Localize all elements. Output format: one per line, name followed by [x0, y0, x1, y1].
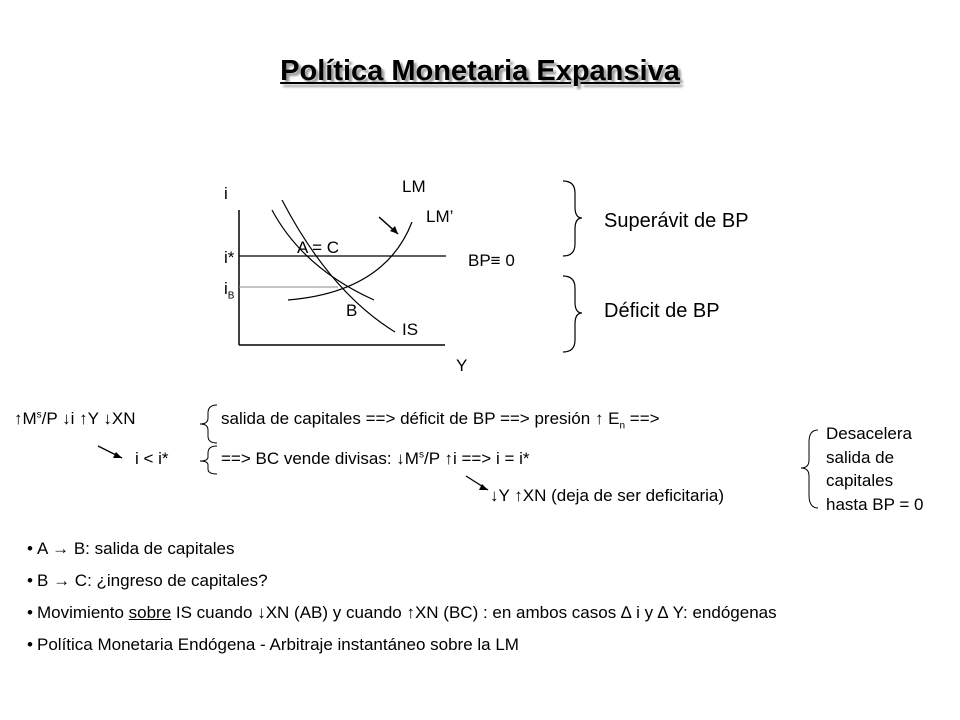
point-b-label: B	[346, 301, 358, 320]
text-run: s	[418, 449, 424, 461]
chain-row1-left	[14, 409, 136, 429]
symbol-glyph: ↓	[490, 486, 499, 505]
brace-side-note	[801, 430, 818, 508]
bullet-dot: •	[27, 603, 33, 622]
brace-chain-2	[200, 446, 217, 474]
symbol-glyph: ↑	[594, 409, 604, 428]
text-run: XN	[111, 409, 136, 428]
side-note-line: salida de	[826, 447, 895, 467]
side-note-line: Desacelera	[826, 424, 912, 443]
text-run: M	[404, 449, 419, 468]
chain-row1-right	[221, 409, 660, 431]
chain-row2-right	[221, 449, 530, 469]
bullet-dot: •	[27, 571, 33, 590]
symbol-glyph: ↑	[444, 449, 453, 468]
symbol-glyph: →	[53, 571, 71, 590]
lm-prime-label: LM’	[426, 207, 454, 226]
point-ac-label: A = C	[297, 238, 340, 257]
text-run: i	[70, 409, 80, 428]
bullet-dot: •	[27, 635, 33, 654]
text-run: i ==> i = i*	[452, 449, 530, 468]
bullet-item	[27, 601, 897, 624]
text-run: Y	[498, 486, 515, 505]
text-run: /P	[423, 449, 445, 468]
side-note	[826, 422, 924, 516]
lm-label: LM	[402, 177, 426, 196]
text-run: IS cuando	[171, 603, 258, 622]
text-run: XN (AB) y cuando	[265, 603, 407, 622]
bullet-list	[27, 537, 897, 665]
bullet-text	[37, 537, 235, 560]
bullet-text	[37, 633, 519, 656]
text-run: Movimiento	[37, 603, 129, 622]
bp-label: BP≡ 0	[468, 251, 515, 270]
symbol-glyph: ↓	[103, 409, 112, 428]
symbol-glyph: ↑	[406, 603, 415, 622]
text-run: Y: endógenas	[668, 603, 777, 622]
symbol-glyph: ↓	[396, 449, 405, 468]
side-note-line: capitales	[826, 471, 894, 490]
symbol-glyph: ↓	[257, 603, 266, 622]
tick-istar-label: i*	[224, 248, 235, 267]
is-label: IS	[402, 320, 419, 339]
text-run: E	[603, 409, 620, 428]
text-run: B: salida de capitales	[69, 539, 235, 558]
tick-ib-label	[224, 279, 234, 301]
text-run: C: ¿ingreso de capitales?	[70, 571, 268, 590]
bullet-item	[27, 633, 897, 656]
symbol-glyph: ↑	[514, 486, 523, 505]
symbol-glyph: →	[52, 539, 70, 558]
brace-chain-1	[200, 405, 217, 443]
text-run: /P	[41, 409, 63, 428]
bullet-text	[37, 569, 268, 592]
text-run: salida de capitales ==> déficit de BP ==> presión	[221, 409, 595, 428]
chain-row3	[490, 486, 724, 506]
chain-arrow-1-head	[113, 452, 122, 458]
bullet-item	[27, 537, 897, 560]
tick-ib-main: i	[224, 279, 228, 298]
text-run: n	[619, 420, 626, 432]
text-run: Y	[87, 409, 104, 428]
symbol-glyph: ∆	[657, 603, 669, 622]
text-run: i y	[631, 603, 658, 622]
text-run: M	[22, 409, 37, 428]
bullet-item	[27, 569, 897, 592]
chain-row2-left	[135, 449, 169, 469]
text-run: XN (deja de ser deficitaria)	[522, 486, 725, 505]
deficit-label: Déficit de BP	[604, 300, 720, 322]
symbol-glyph: ↑	[79, 409, 88, 428]
text-run: ==>	[625, 409, 660, 428]
text-run: s	[36, 409, 42, 421]
text-run: B	[37, 571, 54, 590]
text-run: ==> BC vende divisas:	[221, 449, 397, 468]
symbol-glyph: ↓	[62, 409, 71, 428]
brace-superavit	[563, 181, 582, 256]
brace-deficit	[563, 276, 582, 352]
axis-x-label: Y	[456, 356, 468, 375]
page-title: Política Monetaria Expansiva	[280, 55, 680, 87]
axis-y-label: i	[224, 184, 228, 203]
text-run: Política Monetaria Endógena - Arbitraje instantáneo sobre la LM	[37, 635, 519, 654]
lm-curve	[282, 200, 395, 332]
text-run: i < i*	[135, 449, 169, 468]
superavit-label: Superávit de BP	[604, 210, 749, 232]
bullet-dot: •	[27, 539, 33, 558]
symbol-glyph: ↑	[14, 409, 23, 428]
text-run: sobre	[128, 603, 172, 622]
bullet-text	[37, 601, 777, 624]
tick-ib-sub: B	[227, 290, 235, 302]
side-note-line: hasta BP = 0	[826, 494, 924, 514]
symbol-glyph: ∆	[620, 603, 632, 622]
text-run: XN (BC) : en ambos casos	[414, 603, 621, 622]
text-run: A	[37, 539, 53, 558]
